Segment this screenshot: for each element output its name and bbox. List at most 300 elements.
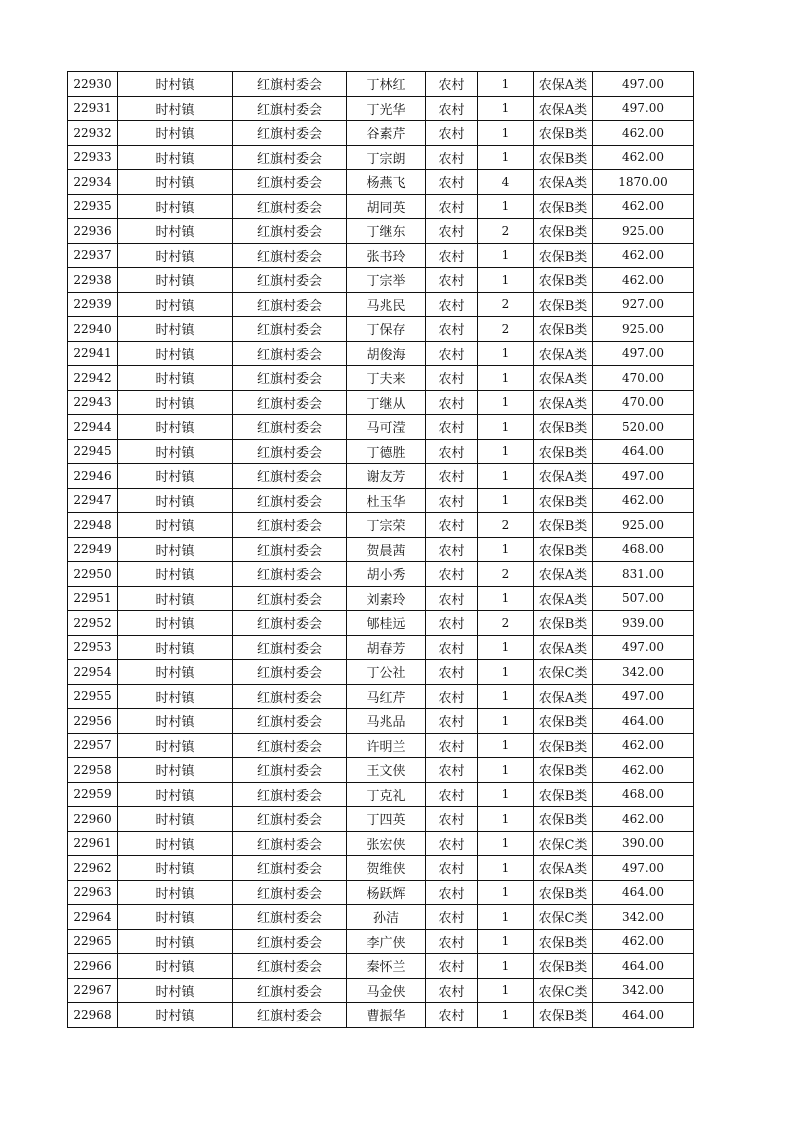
name-cell: 杨燕飞 <box>347 170 426 195</box>
village-committee-cell: 红旗村委会 <box>233 488 347 513</box>
table-row <box>68 709 694 734</box>
town-cell: 时村镇 <box>118 684 233 709</box>
amount-cell: 464.00 <box>593 954 694 979</box>
row-id-cell: 22962 <box>68 856 118 881</box>
household-type-cell: 农村 <box>426 905 478 930</box>
person-count-cell: 1 <box>478 709 534 734</box>
table-row <box>68 390 694 415</box>
person-count-cell: 1 <box>478 905 534 930</box>
village-committee-cell: 红旗村委会 <box>233 219 347 244</box>
village-committee-cell: 红旗村委会 <box>233 905 347 930</box>
person-count-cell: 1 <box>478 1003 534 1028</box>
table-row <box>68 96 694 121</box>
table-row <box>68 905 694 930</box>
person-count-cell: 1 <box>478 635 534 660</box>
table-row <box>68 831 694 856</box>
person-count-cell: 1 <box>478 929 534 954</box>
village-committee-cell: 红旗村委会 <box>233 880 347 905</box>
table-row <box>68 439 694 464</box>
name-cell: 丁公社 <box>347 660 426 685</box>
person-count-cell: 1 <box>478 194 534 219</box>
town-cell: 时村镇 <box>118 366 233 391</box>
name-cell: 曹振华 <box>347 1003 426 1028</box>
row-id-cell: 22937 <box>68 243 118 268</box>
amount-cell: 497.00 <box>593 72 694 97</box>
person-count-cell: 1 <box>478 758 534 783</box>
village-committee-cell: 红旗村委会 <box>233 513 347 538</box>
name-cell: 秦怀兰 <box>347 954 426 979</box>
household-type-cell: 农村 <box>426 929 478 954</box>
household-type-cell: 农村 <box>426 96 478 121</box>
table-row <box>68 1003 694 1028</box>
row-id-cell: 22946 <box>68 464 118 489</box>
insurance-category-cell: 农保B类 <box>534 317 593 342</box>
person-count-cell: 1 <box>478 586 534 611</box>
village-committee-cell: 红旗村委会 <box>233 341 347 366</box>
village-committee-cell: 红旗村委会 <box>233 660 347 685</box>
household-type-cell: 农村 <box>426 684 478 709</box>
name-cell: 丁保存 <box>347 317 426 342</box>
name-cell: 许明兰 <box>347 733 426 758</box>
household-type-cell: 农村 <box>426 243 478 268</box>
row-id-cell: 22931 <box>68 96 118 121</box>
person-count-cell: 1 <box>478 72 534 97</box>
village-committee-cell: 红旗村委会 <box>233 537 347 562</box>
row-id-cell: 22939 <box>68 292 118 317</box>
village-committee-cell: 红旗村委会 <box>233 929 347 954</box>
household-type-cell: 农村 <box>426 439 478 464</box>
insurance-category-cell: 农保B类 <box>534 733 593 758</box>
amount-cell: 927.00 <box>593 292 694 317</box>
insurance-category-cell: 农保B类 <box>534 758 593 783</box>
town-cell: 时村镇 <box>118 586 233 611</box>
amount-cell: 464.00 <box>593 439 694 464</box>
amount-cell: 462.00 <box>593 145 694 170</box>
village-committee-cell: 红旗村委会 <box>233 733 347 758</box>
village-committee-cell: 红旗村委会 <box>233 415 347 440</box>
town-cell: 时村镇 <box>118 537 233 562</box>
table-row <box>68 782 694 807</box>
table-row <box>68 856 694 881</box>
person-count-cell: 1 <box>478 268 534 293</box>
household-type-cell: 农村 <box>426 488 478 513</box>
name-cell: 马可滢 <box>347 415 426 440</box>
town-cell: 时村镇 <box>118 464 233 489</box>
name-cell: 丁林红 <box>347 72 426 97</box>
household-type-cell: 农村 <box>426 390 478 415</box>
table-row <box>68 758 694 783</box>
town-cell: 时村镇 <box>118 194 233 219</box>
table-row <box>68 268 694 293</box>
name-cell: 丁光华 <box>347 96 426 121</box>
table-row <box>68 978 694 1003</box>
town-cell: 时村镇 <box>118 390 233 415</box>
village-committee-cell: 红旗村委会 <box>233 586 347 611</box>
town-cell: 时村镇 <box>118 709 233 734</box>
amount-cell: 464.00 <box>593 1003 694 1028</box>
table-row <box>68 537 694 562</box>
town-cell: 时村镇 <box>118 415 233 440</box>
insurance-category-cell: 农保B类 <box>534 880 593 905</box>
town-cell: 时村镇 <box>118 145 233 170</box>
row-id-cell: 22933 <box>68 145 118 170</box>
town-cell: 时村镇 <box>118 831 233 856</box>
table-row <box>68 366 694 391</box>
row-id-cell: 22958 <box>68 758 118 783</box>
person-count-cell: 1 <box>478 660 534 685</box>
insurance-category-cell: 农保A类 <box>534 586 593 611</box>
row-id-cell: 22952 <box>68 611 118 636</box>
table-body <box>68 72 694 1028</box>
name-cell: 张书玲 <box>347 243 426 268</box>
table-row <box>68 684 694 709</box>
town-cell: 时村镇 <box>118 635 233 660</box>
household-type-cell: 农村 <box>426 366 478 391</box>
amount-cell: 497.00 <box>593 341 694 366</box>
row-id-cell: 22938 <box>68 268 118 293</box>
insurance-category-cell: 农保B类 <box>534 219 593 244</box>
amount-cell: 462.00 <box>593 243 694 268</box>
household-type-cell: 农村 <box>426 268 478 293</box>
row-id-cell: 22934 <box>68 170 118 195</box>
village-committee-cell: 红旗村委会 <box>233 807 347 832</box>
amount-cell: 507.00 <box>593 586 694 611</box>
person-count-cell: 1 <box>478 145 534 170</box>
name-cell: 郇桂远 <box>347 611 426 636</box>
insurance-category-cell: 农保A类 <box>534 635 593 660</box>
name-cell: 马兆品 <box>347 709 426 734</box>
amount-cell: 925.00 <box>593 219 694 244</box>
amount-cell: 925.00 <box>593 317 694 342</box>
table-row <box>68 929 694 954</box>
household-type-cell: 农村 <box>426 586 478 611</box>
person-count-cell: 1 <box>478 415 534 440</box>
table-row <box>68 219 694 244</box>
table-row <box>68 72 694 97</box>
town-cell: 时村镇 <box>118 905 233 930</box>
row-id-cell: 22968 <box>68 1003 118 1028</box>
village-committee-cell: 红旗村委会 <box>233 635 347 660</box>
town-cell: 时村镇 <box>118 1003 233 1028</box>
person-count-cell: 2 <box>478 317 534 342</box>
insurance-category-cell: 农保A类 <box>534 170 593 195</box>
name-cell: 孙洁 <box>347 905 426 930</box>
person-count-cell: 1 <box>478 390 534 415</box>
household-type-cell: 农村 <box>426 317 478 342</box>
town-cell: 时村镇 <box>118 733 233 758</box>
village-committee-cell: 红旗村委会 <box>233 1003 347 1028</box>
village-committee-cell: 红旗村委会 <box>233 978 347 1003</box>
amount-cell: 342.00 <box>593 905 694 930</box>
row-id-cell: 22960 <box>68 807 118 832</box>
amount-cell: 497.00 <box>593 96 694 121</box>
insurance-category-cell: 农保A类 <box>534 366 593 391</box>
row-id-cell: 22957 <box>68 733 118 758</box>
table-row <box>68 807 694 832</box>
household-type-cell: 农村 <box>426 464 478 489</box>
insurance-category-cell: 农保C类 <box>534 905 593 930</box>
table-row <box>68 488 694 513</box>
name-cell: 胡春芳 <box>347 635 426 660</box>
insurance-category-cell: 农保C类 <box>534 831 593 856</box>
name-cell: 谷素芹 <box>347 121 426 146</box>
village-committee-cell: 红旗村委会 <box>233 145 347 170</box>
village-committee-cell: 红旗村委会 <box>233 831 347 856</box>
town-cell: 时村镇 <box>118 856 233 881</box>
amount-cell: 925.00 <box>593 513 694 538</box>
household-type-cell: 农村 <box>426 831 478 856</box>
town-cell: 时村镇 <box>118 562 233 587</box>
town-cell: 时村镇 <box>118 954 233 979</box>
insurance-category-cell: 农保A类 <box>534 72 593 97</box>
person-count-cell: 1 <box>478 954 534 979</box>
row-id-cell: 22966 <box>68 954 118 979</box>
amount-cell: 390.00 <box>593 831 694 856</box>
insurance-category-cell: 农保B类 <box>534 292 593 317</box>
person-count-cell: 2 <box>478 562 534 587</box>
insurance-category-cell: 农保A类 <box>534 856 593 881</box>
name-cell: 马红芹 <box>347 684 426 709</box>
row-id-cell: 22932 <box>68 121 118 146</box>
household-type-cell: 农村 <box>426 415 478 440</box>
table-row <box>68 635 694 660</box>
town-cell: 时村镇 <box>118 978 233 1003</box>
insurance-category-cell: 农保A类 <box>534 390 593 415</box>
row-id-cell: 22954 <box>68 660 118 685</box>
person-count-cell: 1 <box>478 243 534 268</box>
insurance-category-cell: 农保B类 <box>534 537 593 562</box>
table-row <box>68 145 694 170</box>
village-committee-cell: 红旗村委会 <box>233 782 347 807</box>
town-cell: 时村镇 <box>118 317 233 342</box>
amount-cell: 831.00 <box>593 562 694 587</box>
insurance-category-cell: 农保A类 <box>534 96 593 121</box>
row-id-cell: 22935 <box>68 194 118 219</box>
insurance-category-cell: 农保B类 <box>534 513 593 538</box>
town-cell: 时村镇 <box>118 170 233 195</box>
row-id-cell: 22940 <box>68 317 118 342</box>
village-committee-cell: 红旗村委会 <box>233 170 347 195</box>
table-row <box>68 415 694 440</box>
table-row <box>68 660 694 685</box>
table-row <box>68 292 694 317</box>
amount-cell: 497.00 <box>593 684 694 709</box>
insurance-category-cell: 农保C类 <box>534 660 593 685</box>
name-cell: 张宏侠 <box>347 831 426 856</box>
town-cell: 时村镇 <box>118 96 233 121</box>
household-type-cell: 农村 <box>426 807 478 832</box>
insurance-category-cell: 农保B类 <box>534 268 593 293</box>
row-id-cell: 22961 <box>68 831 118 856</box>
table-row <box>68 562 694 587</box>
name-cell: 丁夫来 <box>347 366 426 391</box>
town-cell: 时村镇 <box>118 611 233 636</box>
amount-cell: 497.00 <box>593 635 694 660</box>
village-committee-cell: 红旗村委会 <box>233 562 347 587</box>
insurance-category-cell: 农保B类 <box>534 782 593 807</box>
town-cell: 时村镇 <box>118 292 233 317</box>
town-cell: 时村镇 <box>118 929 233 954</box>
insurance-category-cell: 农保B类 <box>534 488 593 513</box>
table-row <box>68 317 694 342</box>
table-row <box>68 880 694 905</box>
household-type-cell: 农村 <box>426 978 478 1003</box>
amount-cell: 1870.00 <box>593 170 694 195</box>
town-cell: 时村镇 <box>118 782 233 807</box>
row-id-cell: 22965 <box>68 929 118 954</box>
name-cell: 李广侠 <box>347 929 426 954</box>
town-cell: 时村镇 <box>118 758 233 783</box>
insurance-category-cell: 农保B类 <box>534 439 593 464</box>
household-type-cell: 农村 <box>426 709 478 734</box>
amount-cell: 342.00 <box>593 660 694 685</box>
name-cell: 谢友芳 <box>347 464 426 489</box>
household-type-cell: 农村 <box>426 341 478 366</box>
name-cell: 杨跃辉 <box>347 880 426 905</box>
name-cell: 丁宗朗 <box>347 145 426 170</box>
person-count-cell: 1 <box>478 537 534 562</box>
table-row <box>68 121 694 146</box>
household-type-cell: 农村 <box>426 1003 478 1028</box>
person-count-cell: 1 <box>478 366 534 391</box>
insurance-category-cell: 农保B类 <box>534 145 593 170</box>
person-count-cell: 2 <box>478 513 534 538</box>
insurance-category-cell: 农保B类 <box>534 807 593 832</box>
table-row <box>68 170 694 195</box>
amount-cell: 464.00 <box>593 880 694 905</box>
insurance-category-cell: 农保B类 <box>534 415 593 440</box>
insurance-category-cell: 农保B类 <box>534 709 593 734</box>
village-committee-cell: 红旗村委会 <box>233 366 347 391</box>
amount-cell: 462.00 <box>593 758 694 783</box>
household-type-cell: 农村 <box>426 635 478 660</box>
household-type-cell: 农村 <box>426 72 478 97</box>
person-count-cell: 1 <box>478 831 534 856</box>
name-cell: 丁继东 <box>347 219 426 244</box>
amount-cell: 462.00 <box>593 929 694 954</box>
person-count-cell: 1 <box>478 733 534 758</box>
row-id-cell: 22930 <box>68 72 118 97</box>
village-committee-cell: 红旗村委会 <box>233 317 347 342</box>
table-row <box>68 954 694 979</box>
village-committee-cell: 红旗村委会 <box>233 72 347 97</box>
town-cell: 时村镇 <box>118 880 233 905</box>
name-cell: 丁宗荣 <box>347 513 426 538</box>
town-cell: 时村镇 <box>118 660 233 685</box>
row-id-cell: 22947 <box>68 488 118 513</box>
village-committee-cell: 红旗村委会 <box>233 96 347 121</box>
row-id-cell: 22949 <box>68 537 118 562</box>
town-cell: 时村镇 <box>118 488 233 513</box>
row-id-cell: 22948 <box>68 513 118 538</box>
amount-cell: 497.00 <box>593 464 694 489</box>
insurance-category-cell: 农保A类 <box>534 341 593 366</box>
row-id-cell: 22942 <box>68 366 118 391</box>
person-count-cell: 1 <box>478 978 534 1003</box>
person-count-cell: 1 <box>478 96 534 121</box>
name-cell: 丁继从 <box>347 390 426 415</box>
table-row <box>68 464 694 489</box>
insurance-category-cell: 农保A类 <box>534 684 593 709</box>
table-row <box>68 513 694 538</box>
person-count-cell: 1 <box>478 439 534 464</box>
name-cell: 贺维侠 <box>347 856 426 881</box>
town-cell: 时村镇 <box>118 807 233 832</box>
household-type-cell: 农村 <box>426 758 478 783</box>
town-cell: 时村镇 <box>118 72 233 97</box>
row-id-cell: 22951 <box>68 586 118 611</box>
household-type-cell: 农村 <box>426 954 478 979</box>
village-committee-cell: 红旗村委会 <box>233 121 347 146</box>
town-cell: 时村镇 <box>118 243 233 268</box>
amount-cell: 462.00 <box>593 121 694 146</box>
name-cell: 胡小秀 <box>347 562 426 587</box>
beneficiary-table <box>67 71 694 1028</box>
household-type-cell: 农村 <box>426 292 478 317</box>
household-type-cell: 农村 <box>426 782 478 807</box>
village-committee-cell: 红旗村委会 <box>233 439 347 464</box>
row-id-cell: 22959 <box>68 782 118 807</box>
name-cell: 丁四英 <box>347 807 426 832</box>
insurance-category-cell: 农保A类 <box>534 464 593 489</box>
name-cell: 马金侠 <box>347 978 426 1003</box>
person-count-cell: 1 <box>478 488 534 513</box>
village-committee-cell: 红旗村委会 <box>233 194 347 219</box>
row-id-cell: 22953 <box>68 635 118 660</box>
household-type-cell: 农村 <box>426 513 478 538</box>
row-id-cell: 22943 <box>68 390 118 415</box>
person-count-cell: 1 <box>478 684 534 709</box>
name-cell: 丁宗举 <box>347 268 426 293</box>
village-committee-cell: 红旗村委会 <box>233 243 347 268</box>
household-type-cell: 农村 <box>426 660 478 685</box>
village-committee-cell: 红旗村委会 <box>233 758 347 783</box>
name-cell: 贺晨茜 <box>347 537 426 562</box>
insurance-category-cell: 农保B类 <box>534 1003 593 1028</box>
town-cell: 时村镇 <box>118 121 233 146</box>
insurance-category-cell: 农保B类 <box>534 121 593 146</box>
amount-cell: 468.00 <box>593 782 694 807</box>
row-id-cell: 22956 <box>68 709 118 734</box>
row-id-cell: 22964 <box>68 905 118 930</box>
household-type-cell: 农村 <box>426 537 478 562</box>
person-count-cell: 1 <box>478 121 534 146</box>
row-id-cell: 22944 <box>68 415 118 440</box>
town-cell: 时村镇 <box>118 219 233 244</box>
person-count-cell: 4 <box>478 170 534 195</box>
amount-cell: 939.00 <box>593 611 694 636</box>
village-committee-cell: 红旗村委会 <box>233 709 347 734</box>
town-cell: 时村镇 <box>118 439 233 464</box>
town-cell: 时村镇 <box>118 341 233 366</box>
table-row <box>68 243 694 268</box>
amount-cell: 462.00 <box>593 807 694 832</box>
name-cell: 丁克礼 <box>347 782 426 807</box>
person-count-cell: 1 <box>478 464 534 489</box>
village-committee-cell: 红旗村委会 <box>233 611 347 636</box>
person-count-cell: 2 <box>478 292 534 317</box>
amount-cell: 462.00 <box>593 733 694 758</box>
insurance-category-cell: 农保B类 <box>534 243 593 268</box>
household-type-cell: 农村 <box>426 170 478 195</box>
household-type-cell: 农村 <box>426 611 478 636</box>
household-type-cell: 农村 <box>426 145 478 170</box>
household-type-cell: 农村 <box>426 880 478 905</box>
insurance-category-cell: 农保C类 <box>534 978 593 1003</box>
town-cell: 时村镇 <box>118 268 233 293</box>
amount-cell: 464.00 <box>593 709 694 734</box>
village-committee-cell: 红旗村委会 <box>233 292 347 317</box>
